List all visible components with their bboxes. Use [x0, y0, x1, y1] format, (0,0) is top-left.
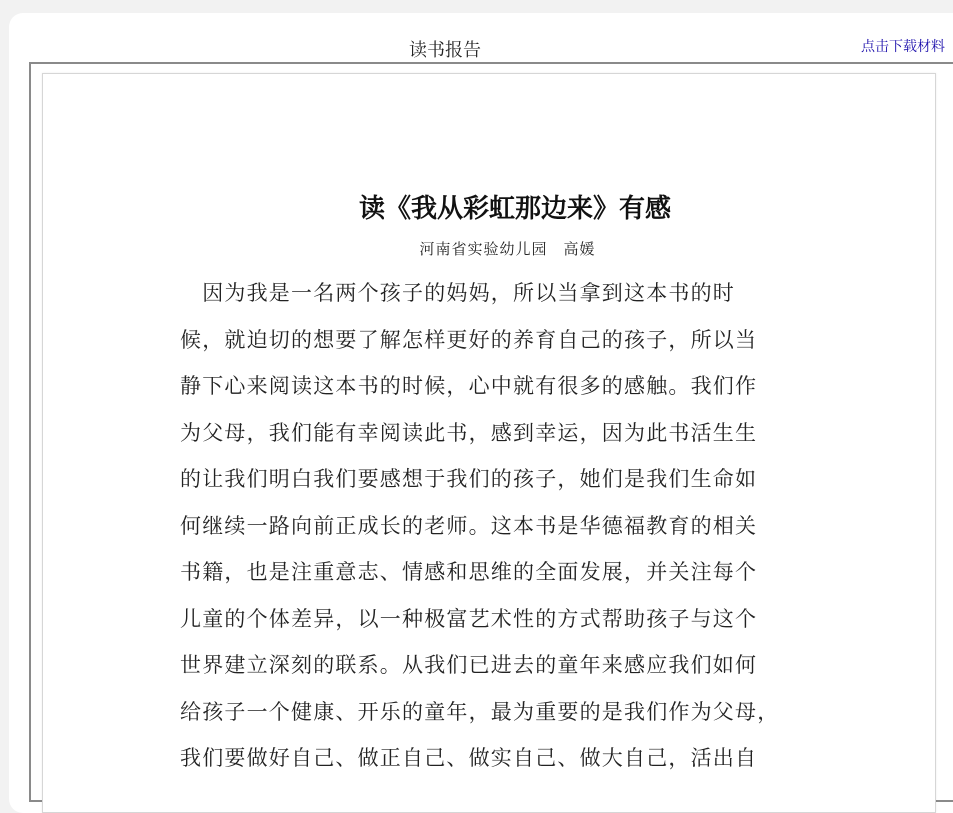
essay-title: 读《我从彩虹那边来》有感: [358, 194, 671, 224]
body-line: 何继续一路向前正成长的老师。这本书是华德福教育的相关: [180, 513, 758, 538]
body-line: 的让我们明白我们要感想于我们的孩子，她们是我们生命如: [180, 467, 758, 491]
essay-author: 河南省实验幼儿园 高媛: [419, 240, 596, 258]
body-line: 为父母，我们能有幸阅读此书，感到幸运，因为此书活生生: [180, 420, 758, 445]
body-line: 因为我是一名两个孩子的妈妈，所以当拿到这本书的时: [180, 281, 735, 305]
download-link[interactable]: 点击下载材料: [861, 39, 945, 55]
body-line: 候，就迫切的想要了解怎样更好的养育自己的孩子，所以当: [180, 327, 758, 352]
essay-body: [180, 270, 802, 782]
body-line: 儿童的个体差异，以一种极富艺术性的方式帮助孩子与这个: [180, 606, 758, 631]
body-line: 静下心来阅读这本书的时候，心中就有很多的感触。我们作: [180, 374, 758, 398]
body-line: 我们要做好自己、做正自己、做实自己、做大自己，活出自: [180, 746, 758, 770]
body-line: 给孩子一个健康、开乐的童年，最为重要的是我们作为父母，: [180, 699, 780, 724]
body-line: 世界建立深刻的联系。从我们已进去的童年来感应我们如何: [180, 653, 758, 677]
body-line: 书籍，也是注重意志、情感和思维的全面发展，并关注每个: [180, 560, 758, 584]
page-title: 读书报告: [409, 40, 481, 61]
